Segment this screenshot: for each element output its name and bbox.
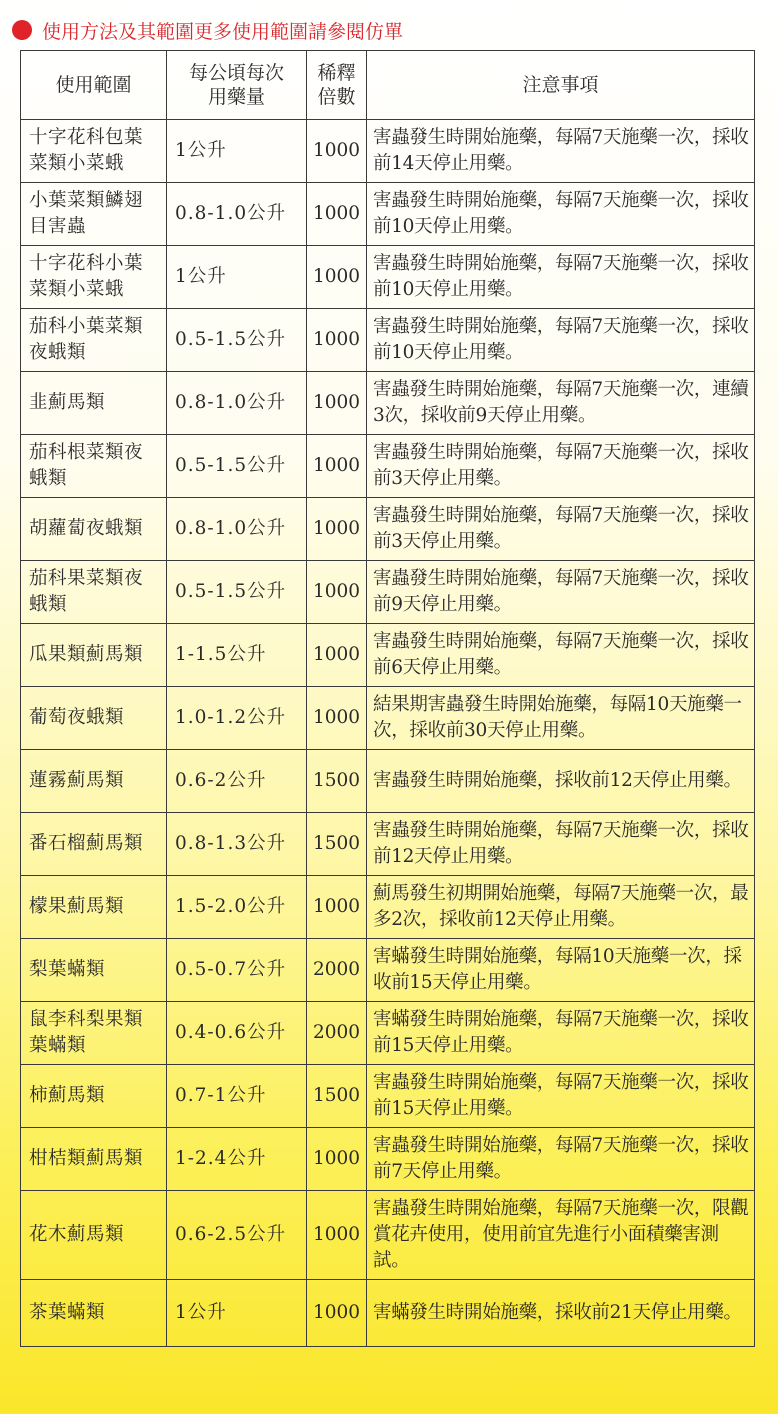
table-row (21, 624, 755, 687)
dilution-cell: 2000 (307, 1002, 367, 1065)
section-header (12, 14, 403, 46)
dilution-cell: 1000 (307, 435, 367, 498)
notes-cell: 害蟲發生時開始施藥，每隔7天施藥一次，限觀賞花卉使用，使用前宜先進行小面積藥害測試。 (367, 1191, 755, 1280)
crop-cell: 葡萄夜蛾類 (21, 687, 167, 750)
table-row (21, 1280, 755, 1347)
dose-cell: 0.6-2.5公升 (167, 1191, 307, 1280)
dilution-cell: 1000 (307, 372, 367, 435)
notes-cell: 害蟎發生時開始施藥，每隔7天施藥一次，採收前15天停止用藥。 (367, 1002, 755, 1065)
table-row (21, 1191, 755, 1280)
notes-cell: 結果期害蟲發生時開始施藥，每隔10天施藥一次，採收前30天停止用藥。 (367, 687, 755, 750)
notes-cell: 害蟲發生時開始施藥，每隔7天施藥一次，採收前12天停止用藥。 (367, 813, 755, 876)
crop-cell: 鼠李科梨果類葉蟎類 (21, 1002, 167, 1065)
dose-cell: 1公升 (167, 1280, 307, 1347)
table-row (21, 498, 755, 561)
crop-cell: 檬果薊馬類 (21, 876, 167, 939)
crop-cell: 茶葉蟎類 (21, 1280, 167, 1347)
notes-cell: 害蟲發生時開始施藥，每隔7天施藥一次，採收前7天停止用藥。 (367, 1128, 755, 1191)
table-row (21, 750, 755, 813)
dilution-cell: 1000 (307, 246, 367, 309)
notes-cell: 害蟲發生時開始施藥，採收前12天停止用藥。 (367, 750, 755, 813)
dose-cell: 0.5-1.5公升 (167, 561, 307, 624)
table-row (21, 1002, 755, 1065)
notes-cell: 害蟎發生時開始施藥，採收前21天停止用藥。 (367, 1280, 755, 1347)
table-row (21, 1128, 755, 1191)
dose-cell: 0.7-1公升 (167, 1065, 307, 1128)
table-row (21, 813, 755, 876)
dose-cell: 0.5-1.5公升 (167, 435, 307, 498)
dose-cell: 0.8-1.0公升 (167, 183, 307, 246)
crop-cell: 十字花科小葉菜類小菜蛾 (21, 246, 167, 309)
crop-cell: 小葉菜類鱗翅目害蟲 (21, 183, 167, 246)
table-row (21, 120, 755, 183)
table-row (21, 246, 755, 309)
crop-cell: 十字花科包葉菜類小菜蛾 (21, 120, 167, 183)
dilution-cell: 1000 (307, 498, 367, 561)
crop-cell: 胡蘿蔔夜蛾類 (21, 498, 167, 561)
dilution-cell: 1000 (307, 120, 367, 183)
table-row (21, 372, 755, 435)
crop-cell: 茄科根菜類夜蛾類 (21, 435, 167, 498)
dilution-cell: 1000 (307, 876, 367, 939)
dilution-cell: 1500 (307, 1065, 367, 1128)
dilution-cell: 1000 (307, 561, 367, 624)
dose-cell: 0.5-0.7公升 (167, 939, 307, 1002)
notes-cell: 害蟲發生時開始施藥，每隔7天施藥一次，連續3次，採收前9天停止用藥。 (367, 372, 755, 435)
crop-cell: 柿薊馬類 (21, 1065, 167, 1128)
red-bullet-icon (12, 20, 32, 40)
table-row (21, 939, 755, 1002)
dilution-cell: 1000 (307, 1191, 367, 1280)
crop-cell: 番石榴薊馬類 (21, 813, 167, 876)
dose-cell: 0.5-1.5公升 (167, 309, 307, 372)
dilution-cell: 1500 (307, 813, 367, 876)
table-header-row (21, 51, 755, 120)
notes-cell: 害蟲發生時開始施藥，每隔7天施藥一次，採收前10天停止用藥。 (367, 309, 755, 372)
dose-cell: 1公升 (167, 120, 307, 183)
table-row (21, 687, 755, 750)
notes-cell: 害蟲發生時開始施藥，每隔7天施藥一次，採收前3天停止用藥。 (367, 435, 755, 498)
dilution-cell: 1000 (307, 1128, 367, 1191)
dilution-cell: 1000 (307, 1280, 367, 1347)
dose-cell: 0.8-1.0公升 (167, 372, 307, 435)
dilution-cell: 1000 (307, 624, 367, 687)
dilution-cell: 1500 (307, 750, 367, 813)
table-row (21, 183, 755, 246)
dose-cell: 0.6-2公升 (167, 750, 307, 813)
notes-cell: 害蟲發生時開始施藥，每隔7天施藥一次，採收前15天停止用藥。 (367, 1065, 755, 1128)
header-crop: 使用範圍 (21, 51, 167, 120)
crop-cell: 茄科小葉菜類夜蛾類 (21, 309, 167, 372)
notes-cell: 害蟲發生時開始施藥，每隔7天施藥一次，採收前14天停止用藥。 (367, 120, 755, 183)
dilution-cell: 1000 (307, 183, 367, 246)
table-row (21, 561, 755, 624)
dose-cell: 1-2.4公升 (167, 1128, 307, 1191)
dose-cell: 1-1.5公升 (167, 624, 307, 687)
notes-cell: 害蟲發生時開始施藥，每隔7天施藥一次，採收前10天停止用藥。 (367, 183, 755, 246)
crop-cell: 韭薊馬類 (21, 372, 167, 435)
table-row (21, 1065, 755, 1128)
dilution-cell: 1000 (307, 687, 367, 750)
dose-cell: 1.0-1.2公升 (167, 687, 307, 750)
crop-cell: 瓜果類薊馬類 (21, 624, 167, 687)
section-title: 使用方法及其範圍更多使用範圍請參閱仿單 (42, 20, 404, 43)
table-row (21, 309, 755, 372)
notes-cell: 害蟲發生時開始施藥，每隔7天施藥一次，採收前3天停止用藥。 (367, 498, 755, 561)
notes-cell: 薊馬發生初期開始施藥，每隔7天施藥一次，最多2次，採收前12天停止用藥。 (367, 876, 755, 939)
crop-cell: 柑桔類薊馬類 (21, 1128, 167, 1191)
dose-cell: 0.4-0.6公升 (167, 1002, 307, 1065)
dose-cell: 0.8-1.3公升 (167, 813, 307, 876)
table-row (21, 435, 755, 498)
header-dilution: 稀釋倍數 (307, 51, 367, 120)
dose-cell: 0.8-1.0公升 (167, 498, 307, 561)
crop-cell: 蓮霧薊馬類 (21, 750, 167, 813)
dilution-cell: 2000 (307, 939, 367, 1002)
usage-table (20, 50, 755, 1347)
crop-cell: 花木薊馬類 (21, 1191, 167, 1280)
notes-cell: 害蟎發生時開始施藥，每隔10天施藥一次，採收前15天停止用藥。 (367, 939, 755, 1002)
notes-cell: 害蟲發生時開始施藥，每隔7天施藥一次，採收前9天停止用藥。 (367, 561, 755, 624)
dose-cell: 1公升 (167, 246, 307, 309)
notes-cell: 害蟲發生時開始施藥，每隔7天施藥一次，採收前6天停止用藥。 (367, 624, 755, 687)
notes-cell: 害蟲發生時開始施藥，每隔7天施藥一次，採收前10天停止用藥。 (367, 246, 755, 309)
crop-cell: 茄科果菜類夜蛾類 (21, 561, 167, 624)
crop-cell: 梨葉蟎類 (21, 939, 167, 1002)
table-row (21, 876, 755, 939)
header-notes: 注意事項 (367, 51, 755, 120)
dose-cell: 1.5-2.0公升 (167, 876, 307, 939)
header-dose: 每公頃每次用藥量 (167, 51, 307, 120)
dilution-cell: 1000 (307, 309, 367, 372)
